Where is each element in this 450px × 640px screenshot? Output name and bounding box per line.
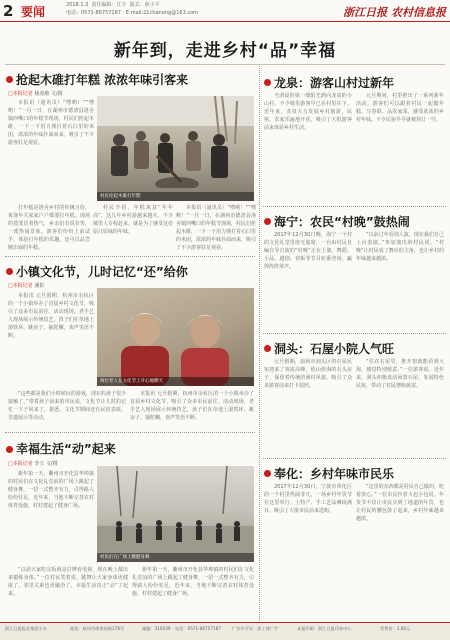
article-1-para-2: 打年糕是洛舍乡村的传统习俗，每逢年关家家户户都要打年糕。现场的蒸笼冒着热气，乡亲们有说有笑，一派热闹景象。游客们纷纷上前试手，体验打年糕的乐趣，还可以品尝刚出锅的年糕。 [8, 205, 90, 251]
article-3-byline [8, 460, 58, 467]
masthead-meta-line-2 [66, 10, 198, 17]
article-5-para-2: “以前过年看别人演，现在我们自己上台表演。”参加演出的村民说，“村晚”让村民成了舞台的主角，也让乡村的年味越来越浓。 [356, 232, 444, 262]
article-3-photo [97, 466, 254, 562]
page-footer [0, 622, 450, 640]
footer-item: 地址：杭州市体育场路178号 [70, 626, 125, 631]
article-5-para-1: 2017年12月30日晚，海宁一个村的文化礼堂里座无虚席，一台由村民自编自导自演的“村晚”正在上演。舞蹈、小品、越剧、快板等节目轮番登场，赢得阵阵掌声。 [264, 232, 352, 270]
article-2-headline: 小镇文化节，儿时记忆“还”给你 [16, 265, 188, 279]
footer-item: 浙江日报报业集团主办 [5, 626, 47, 631]
newspaper-logo: 浙江日报 农村信息报 [343, 6, 446, 19]
footer-item: 零售价：1.00元 [380, 626, 411, 631]
article-6-headline: 洞头：石屋小院人气旺 [274, 342, 395, 356]
masthead-meta-line-1 [66, 2, 160, 9]
article-5-headline: 海宁：农民“村晚”鼓热闹 [274, 215, 410, 229]
bullet-dot-icon [6, 268, 13, 275]
article-1-photo-caption: 村民抡起木碓打年糕 [97, 192, 254, 201]
article-6-divider [263, 458, 446, 459]
article-2-para-2: “这些都是我们小时候玩的游戏，现在的孩子很少接触了。”带着孩子前来的市民说，文化节让儿时的记忆一下子回来了。据悉，文化节期间还有民俗表演、非遗展示等活动。 [8, 391, 126, 421]
article-2-divider [5, 432, 255, 433]
article-2-byline-prefix: □本报记者 [8, 283, 33, 289]
article-7-para-2: “这里的东西都是村民自己做的，吃着放心。”一位市民拎着大包小包说。年货节不仅让市民买到了地道的年货，也让村民的腰包鼓了起来，乡村年味越来越浓。 [356, 484, 444, 522]
article-3-author: 李玉 文/摄 [34, 461, 58, 467]
article-1-para-3-cont: 本报讯（通讯员）“嘿哟！”“嘿哟！”一月一日，在湖州市德清县洛舍镇西嘴口的年糕节现场，村民们抡起木碓，一下一下用力捶打着石臼里的米团，浓浓的年味扑面而来，吸引了不少游客驻足观看。 [176, 205, 256, 251]
article-7-para-1: 2017年12月30日，宁波市奉化区的一个村里热闹非凡，一场乡村年货节在这里举行。土特产、手工艺品琳琅满目，吸引了大批市民前来选购。 [264, 484, 352, 514]
bullet-dot-icon [264, 345, 271, 352]
issue-date: 2018.1.3 [66, 2, 89, 8]
article-1-divider [5, 256, 255, 257]
bullet-dot-icon [264, 470, 271, 477]
article-2-para-2-cont: 本报讯 元旦假期，杭州市余杭区的一个小镇举办了首届乡村文化节，吸引了众多市民前往。活动现场，老手艺人现场展示传统技艺，孩子们在草地上滚铁环、跳房子、抽陀螺，欢声笑语不断。 [130, 391, 254, 421]
column-divider [259, 66, 260, 621]
article-3-para-2-cont: 新年第一天，衢州市开化县华埠镇的村民们在文化礼堂前的广场上跳起了健身舞，一招一式整齐有力，引得路人纷纷驻足。近年来，当地不断完善农村体育设施，村村建起了健身广场。 [132, 567, 254, 597]
article-4-divider [263, 206, 446, 207]
article-3-photo-caption: 村民们在广场上跳健身舞 [97, 553, 254, 562]
article-3-byline-prefix: □本报记者 [8, 461, 33, 467]
article-2-para-1: 本报讯 元旦假期，杭州市余杭区的一个小镇举办了首届乡村文化节，吸引了众多市民前往。活动现场，老手艺人现场展示传统技艺，孩子们在草地上滚铁环、跳房子、抽陀螺，欢声笑语不断。 [8, 293, 94, 339]
footer-item: 本报印刷：浙江日报印务中心 [297, 626, 352, 631]
article-2-author: 潘影 [34, 283, 45, 289]
article-4-para-1: 当清晨的第一缕阳光洒向龙泉的小山村，不少城里游客早已在村里住下。近年来，龙泉大力发展乡村旅游，民宿、农家乐遍地开花，吸引了大批游客前来体验乡村生活。 [264, 93, 352, 131]
article-2-photo-scene [97, 288, 254, 386]
article-1-byline-prefix: □本报记者 [8, 91, 33, 97]
article-2-photo-caption: 两位老人在文化节上开心地聊天 [97, 377, 254, 386]
page-number: 2 [3, 2, 14, 20]
banner-headline: 新年到，走进乡村“品”幸福 [113, 41, 337, 61]
contact-email: E-mail:21ctianong@163.com [125, 10, 199, 16]
layout-editor: 版式：薛小平 [129, 2, 160, 8]
bullet-dot-icon [264, 218, 271, 225]
section-name: 要闻 [21, 5, 46, 19]
article-2-photo [97, 288, 254, 386]
article-6-para-2: “住在石屋里，推开窗就能看到大海，感觉特别惬意。”一位游客说。近年来，洞头积极盘活闲置石屋，发展特色民宿，带动了村民增收致富。 [356, 359, 444, 389]
article-5-divider [263, 333, 446, 334]
article-4-headline: 龙泉：游客山村过新年 [274, 76, 395, 90]
bullet-dot-icon [6, 76, 13, 83]
article-7-headline: 奉化：乡村年味市民乐 [274, 467, 395, 481]
article-6-para-1: 元旦假期，温州市洞头区的石屋民宿迎来了客流高峰。依山傍海的石头房子，保留着传统的渔村风貌，吸引了众多游客前来打卡拍照。 [264, 359, 352, 389]
article-1-photo [97, 96, 254, 201]
banner-divider [5, 64, 445, 65]
article-2-byline [8, 282, 44, 289]
footer-item: 电话：0571-86757187 [175, 626, 222, 631]
footer-item: 广告许可证：浙工商广字 [232, 626, 279, 631]
article-3-para-2: “以前大家吃完饭就是打牌看电视，现在晚上都出来锻炼身体。”一位村民笑着说，跳舞让大家身体更健康了，邻里关系也更融洽了，幸福生活真正“动”了起来。 [8, 567, 128, 597]
article-3-para-1: 新年第一天，衢州市开化县华埠镇的村民们在文化礼堂前的广场上跳起了健身舞，一招一式整齐有力，引得路人纷纷驻足。近年来，当地不断完善农村体育设施，村村建起了健身广场。 [8, 471, 94, 509]
bullet-dot-icon [264, 79, 271, 86]
article-1-para-3: 村民介绍，年糕寓意“年年高”，这几年乡村游越来越火，不少城里人专程赶来，就是为了感受这份原汁原味的年味。 [93, 205, 173, 235]
article-4-para-2: 元旦期间，村里推出了一系列新年活动，游客们可以跟着村民一起做年糕、写春联、品农家菜，感受浓浓的乡村年味。不少民宿早早就被预订一空。 [356, 93, 444, 123]
article-1-byline [8, 90, 63, 97]
masthead [0, 0, 450, 22]
bullet-dot-icon [6, 446, 13, 453]
article-3-headline: 幸福生活“动”起来 [16, 442, 116, 456]
article-1-photo-scene [97, 96, 254, 201]
contact-phone: 电话：0571-86757187 [66, 10, 121, 16]
editor-duty: 责任编辑：江宇 [91, 2, 127, 8]
article-1-para-1: 本报讯（通讯员）“嘿哟！”“嘿哟！”一月一日，在湖州市德清县洛舍镇西嘴口的年糕节现场，村民们抡起木碓，一下一下用力捶打着石臼里的米团，浓浓的年味扑面而来，吸引了不少游客驻足观看。 [8, 100, 94, 146]
article-1-headline: 抢起木碓打年糕 浓浓年味引客来 [16, 73, 189, 87]
article-3-photo-scene [97, 466, 254, 562]
footer-item: 邮编：310039 [142, 626, 171, 631]
article-1-author: 杨凌敏 文/摄 [34, 91, 63, 97]
